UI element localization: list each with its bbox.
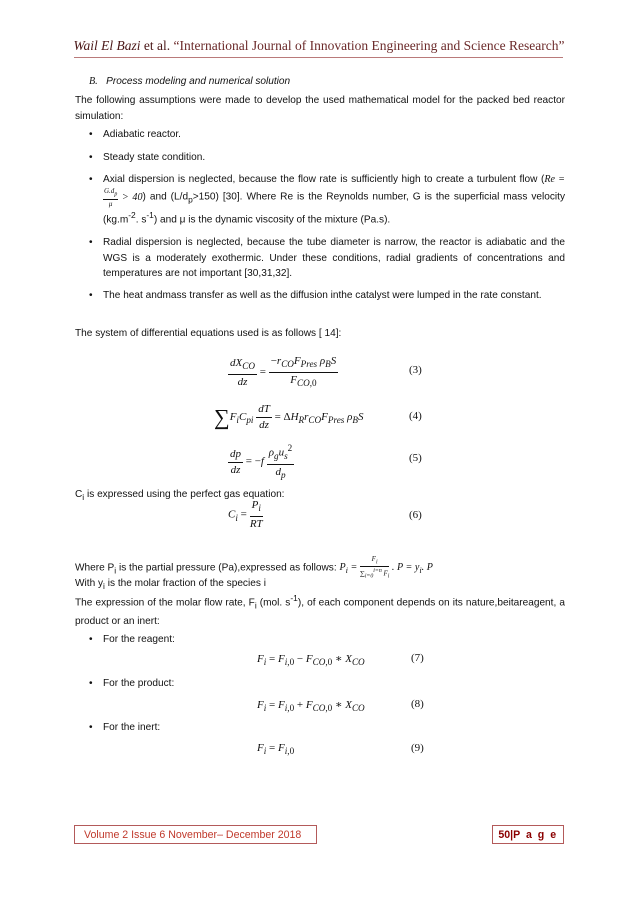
equation-4: $\sum F_iC_{pi}$ $\frac{dT}{dz}$ = $\Delta H_Rr_{CO}F_{Pres}$ $\rho_BS$	[214, 403, 364, 431]
equation-6: $C_i$ = $\frac{P_i}{RT}$	[228, 499, 263, 531]
equation-7: $F_i = F_{i,0} - F_{CO,0}$ ∗ $X_{CO}$	[257, 653, 365, 668]
section-title-text: Process modeling and numerical solution	[106, 76, 291, 87]
equation-number-9: (9)	[411, 742, 424, 754]
intro-paragraph: The following assumptions were made to develop the used mathematical model for the packed bed reactor simulation:	[75, 95, 565, 122]
bullet-icon: •	[89, 678, 93, 689]
partial-pressure-formula: $P_i$ = $\frac{F_i}{\sum_{i=0}^{i=n} F_i}$ . $P = y_i$. P	[339, 555, 433, 581]
assumption-list	[75, 127, 565, 304]
bullet-icon: •	[89, 151, 93, 163]
header-journal: “International Journal of Innovation Engineering and Science Research”	[173, 38, 565, 53]
list-item: • Adiabatic reactor.	[75, 127, 565, 142]
equation-3: $\frac{dX_{CO}}{dz}$ = $\frac{-r_{CO}F_{Pres} \rho_BS}{F_{CO,0}}$	[230, 355, 337, 389]
equation-number-5: (5)	[409, 452, 422, 464]
bullet-icon: •	[89, 290, 93, 302]
bullet-icon: •	[89, 237, 93, 249]
reagent-label: For the reagent:	[103, 634, 175, 645]
system-text: The system of differential equations used is as follows [ 14]:	[75, 328, 342, 339]
list-item: • Axial dispersion is neglected, because the flow rate is sufficiently high to create a turbulent flow (Re = $\frac{G.d_p}{\mu}$ > 40) and $(L/d_p>150)$ [30]. Where Re is the Reynolds number, G is the superficial mass velocity ($kg.m^{-2}$. $s^{-1}$) and μ is the dynamic viscosity of the mixture (Pa.s).	[89, 174, 566, 226]
header-etal: et al.	[140, 38, 174, 53]
where-text: Where $P_i$ is the partial pressure (Pa),expressed as follows: $P_i$ = $\frac{F_i}{\sum_{i=0}^{i=n} F_i}$ . $P = y_i$. P	[75, 555, 433, 581]
main-content	[75, 74, 565, 311]
footer-issue: Volume 2 Issue 6 November– December 2018	[74, 825, 317, 844]
molar-flow-text: The expression of the molar flow rate, $F_i$ (mol. $s^{-1}$), of each component depends on its nature,beitareagent, a product or an inert:	[75, 593, 565, 627]
page-header	[0, 38, 638, 54]
bullet-icon: •	[89, 634, 93, 645]
equation-number-4: (4)	[409, 410, 422, 422]
list-item: • The heat andmass transfer as well as the diffusion inthe catalyst were lumped in the rate constant.	[75, 288, 565, 303]
ci-text: $C_i$ is expressed using the perfect gas equation:	[75, 489, 285, 503]
inert-label: For the inert:	[103, 722, 161, 733]
header-author: Wail El Bazi	[73, 38, 141, 53]
equation-9: $F_i = F_{i,0}$	[257, 742, 295, 757]
bullet-icon: •	[89, 174, 93, 186]
bullet-icon: •	[89, 722, 93, 733]
list-item: • Steady state condition.	[75, 150, 565, 165]
reynolds-formula: Re = $\frac{G.d_p}{\mu}$ > 40	[104, 174, 565, 208]
section-letter: B.	[89, 76, 98, 87]
bullet-icon: •	[89, 129, 93, 141]
equation-number-7: (7)	[411, 652, 424, 664]
footer-page-number: 50|P a g e	[492, 825, 564, 844]
equation-number-8: (8)	[411, 698, 424, 710]
section-title	[89, 74, 565, 89]
list-item: • Radial dispersion is neglected, because the tube diameter is narrow, the reactor is adiabatic and the WGS is a moderately exothermic. Under these conditions, radial gradients of concentrations and temperatures are not important [30,31,32].	[89, 237, 565, 279]
yi-text: With $y_i$ is the molar fraction of the species i	[75, 578, 266, 592]
header-rule	[74, 57, 563, 58]
equation-5: $\frac{dp}{dz}$ = −f $\frac{\rho_gu_s^2}{d_p}$	[230, 443, 293, 481]
equation-number-3: (3)	[409, 364, 422, 376]
equation-8: $F_i = F_{i,0} + F_{CO,0}$ ∗ $X_{CO}$	[257, 699, 365, 714]
product-label: For the product:	[103, 678, 175, 689]
equation-number-6: (6)	[409, 509, 422, 521]
